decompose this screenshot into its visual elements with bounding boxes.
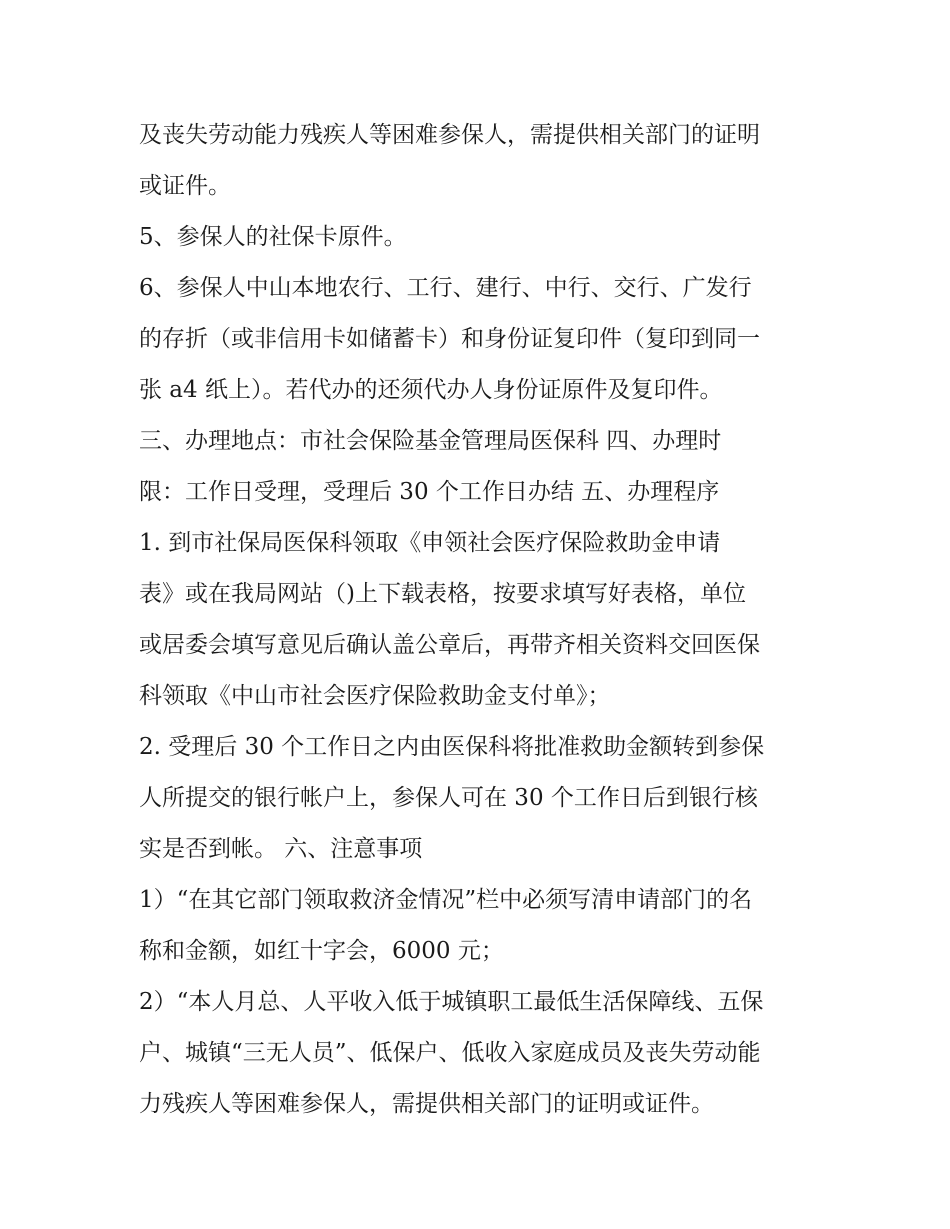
text-line: 2. 受理后 30 个工作日之内由医保科将批准救助金额转到参保: [139, 734, 765, 760]
text-line: 的存折（或非信用卡如储蓄卡）和身份证复印件（复印到同一: [139, 326, 760, 352]
text-line: 张 a4 纸上）。若代办的还须代办人身份证原件及复印件。: [139, 377, 723, 403]
text-line: 称和金额，如红十字会，6000 元；: [139, 938, 504, 964]
text-line: 2）“本人月总、人平收入低于城镇职工最低生活保障线、五保: [139, 989, 764, 1015]
document-body: [139, 110, 819, 1130]
text-line: 及丧失劳动能力残疾人等困难参保人，需提供相关部门的证明: [139, 122, 760, 148]
text-line: 力残疾人等困难参保人，需提供相关部门的证明或证件。: [139, 1091, 714, 1117]
text-line: 限：工作日受理，受理后 30 个工作日办结 五、办理程序: [139, 479, 720, 505]
text-line: 表》或在我局网站（)上下载表格，按要求填写好表格，单位: [139, 581, 746, 607]
text-line: 户、城镇“三无人员”、低保户、低收入家庭成员及丧失劳动能: [139, 1040, 761, 1066]
text-line: 5、参保人的社保卡原件。: [139, 224, 407, 250]
text-line: 1）“在其它部门领取救济金情况”栏中必须写清申请部门的名: [139, 887, 753, 913]
text-line: 实是否到帐。 六、注意事项: [139, 836, 423, 862]
text-line: 6、参保人中山本地农行、工行、建行、中行、交行、广发行: [139, 275, 752, 301]
text-line: 或证件。: [139, 173, 231, 199]
text-line: 或居委会填写意见后确认盖公章后，再带齐相关资料交回医保: [139, 632, 760, 658]
text-line: 三、办理地点：市社会保险基金管理局医保科 四、办理时: [139, 428, 722, 454]
text-line: 人所提交的银行帐户上，参保人可在 30 个工作日后到银行核: [139, 785, 758, 811]
text-line: 1. 到市社保局医保科领取《申领社会医疗保险救助金申请: [139, 530, 721, 556]
text-line: 科领取《中山市社会医疗保险救助金支付单》；: [139, 683, 611, 709]
